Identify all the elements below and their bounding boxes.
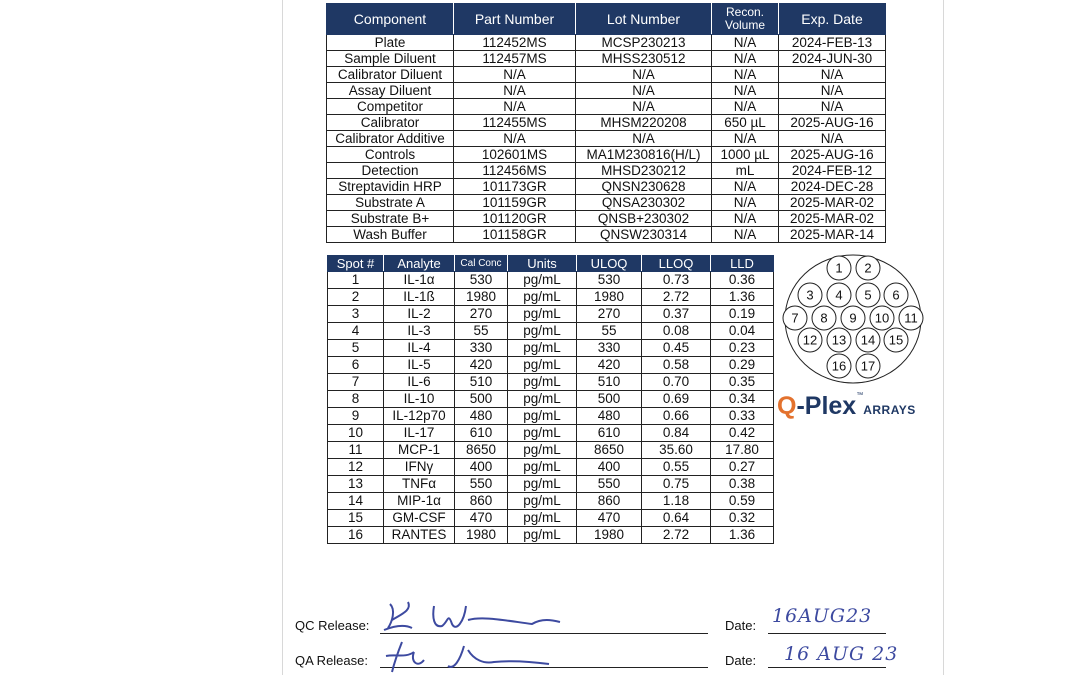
cal-conc: 610 (455, 425, 508, 442)
well-spot-label: 12 (802, 332, 818, 348)
components-header-row (327, 4, 886, 35)
spot-row (328, 340, 774, 357)
part-number: 101159GR (454, 195, 576, 211)
recon-volume: N/A (712, 179, 779, 195)
lot-number: N/A (576, 131, 712, 147)
well-spot-label: 11 (904, 310, 918, 326)
analyte: TNFα (384, 476, 455, 493)
exp-date: 2025-MAR-02 (779, 211, 886, 227)
units: pg/mL (508, 357, 577, 374)
recon-volume: N/A (712, 83, 779, 99)
exp-date: 2025-MAR-02 (779, 195, 886, 211)
header-spot: Spot # (328, 256, 384, 272)
lld: 1.36 (711, 527, 774, 544)
spot-row (328, 476, 774, 493)
spot-row (328, 510, 774, 527)
cal-conc: 330 (455, 340, 508, 357)
spot-table (327, 255, 774, 544)
qc-date-label: Date: (725, 618, 757, 633)
lot-number: N/A (576, 67, 712, 83)
part-number: N/A (454, 83, 576, 99)
header-lloq: LLOQ (642, 256, 711, 272)
component-name: Controls (327, 147, 454, 163)
header-lot-number: Lot Number (576, 4, 712, 35)
cal-conc: 420 (455, 357, 508, 374)
well-spot-label: 9 (849, 310, 857, 326)
units: pg/mL (508, 493, 577, 510)
component-row (327, 35, 886, 51)
analyte: MIP-1α (384, 493, 455, 510)
units: pg/mL (508, 323, 577, 340)
lloq: 2.72 (642, 527, 711, 544)
analyte: IL-1α (384, 272, 455, 289)
well-spot-label: 5 (864, 287, 872, 303)
analyte: IL-1ß (384, 289, 455, 306)
qa-date-line (768, 667, 886, 668)
lot-number: MHSM220208 (576, 115, 712, 131)
spot-row (328, 323, 774, 340)
qc-release-label: QC Release: (295, 618, 370, 633)
lld: 0.23 (711, 340, 774, 357)
header-analyte: Analyte (384, 256, 455, 272)
lld: 0.36 (711, 272, 774, 289)
lot-number: QNSN230628 (576, 179, 712, 195)
units: pg/mL (508, 306, 577, 323)
cal-conc: 550 (455, 476, 508, 493)
cal-conc: 500 (455, 391, 508, 408)
qa-signature (384, 638, 564, 675)
lloq: 0.70 (642, 374, 711, 391)
components-table (326, 3, 886, 243)
lot-number: QNSB+230302 (576, 211, 712, 227)
exp-date: N/A (779, 131, 886, 147)
exp-date: 2024-JUN-30 (779, 51, 886, 67)
lloq: 0.69 (642, 391, 711, 408)
component-name: Substrate B+ (327, 211, 454, 227)
units: pg/mL (508, 374, 577, 391)
units: pg/mL (508, 289, 577, 306)
well-spot-label: 10 (874, 310, 890, 326)
component-name: Calibrator (327, 115, 454, 131)
cal-conc: 55 (455, 323, 508, 340)
analyte: IL-5 (384, 357, 455, 374)
lld: 0.29 (711, 357, 774, 374)
uloq: 530 (577, 272, 642, 289)
component-name: Assay Diluent (327, 83, 454, 99)
spot-row (328, 408, 774, 425)
component-name: Calibrator Diluent (327, 67, 454, 83)
spot-number: 8 (328, 391, 384, 408)
spot-number: 2 (328, 289, 384, 306)
lot-number: MHSD230212 (576, 163, 712, 179)
spot-row (328, 357, 774, 374)
analyte: IFNγ (384, 459, 455, 476)
lld: 17.80 (711, 442, 774, 459)
exp-date: 2025-AUG-16 (779, 147, 886, 163)
spot-row (328, 459, 774, 476)
well-spot-label: 14 (860, 332, 876, 348)
component-row (327, 179, 886, 195)
header-lld: LLD (711, 256, 774, 272)
uloq: 480 (577, 408, 642, 425)
well-spot-label: 17 (860, 358, 876, 374)
component-row (327, 195, 886, 211)
spot-number: 15 (328, 510, 384, 527)
lloq: 1.18 (642, 493, 711, 510)
units: pg/mL (508, 442, 577, 459)
well-spot-label: 13 (831, 332, 847, 348)
spot-body (328, 272, 774, 544)
lld: 0.42 (711, 425, 774, 442)
cal-conc: 270 (455, 306, 508, 323)
qa-date-label: Date: (725, 653, 757, 668)
well-spot-map-diagram (777, 252, 929, 390)
exp-date: N/A (779, 67, 886, 83)
lloq: 0.45 (642, 340, 711, 357)
component-row (327, 99, 886, 115)
component-name: Competitor (327, 99, 454, 115)
components-body (327, 35, 886, 243)
spot-number: 6 (328, 357, 384, 374)
cal-conc: 400 (455, 459, 508, 476)
lloq: 0.75 (642, 476, 711, 493)
well-spot-label: 1 (835, 260, 843, 276)
units: pg/mL (508, 425, 577, 442)
component-name: Calibrator Additive (327, 131, 454, 147)
part-number: N/A (454, 99, 576, 115)
qc-date-value: 16AUG23 (772, 605, 873, 627)
lot-number: QNSA230302 (576, 195, 712, 211)
lot-number: MHSS230512 (576, 51, 712, 67)
spot-row (328, 442, 774, 459)
lld: 0.32 (711, 510, 774, 527)
lld: 0.34 (711, 391, 774, 408)
lld: 1.36 (711, 289, 774, 306)
component-name: Plate (327, 35, 454, 51)
spot-number: 3 (328, 306, 384, 323)
lot-number: MCSP230213 (576, 35, 712, 51)
component-row (327, 83, 886, 99)
uloq: 510 (577, 374, 642, 391)
spot-number: 4 (328, 323, 384, 340)
uloq: 610 (577, 425, 642, 442)
lloq: 0.08 (642, 323, 711, 340)
spot-number: 7 (328, 374, 384, 391)
spot-number: 16 (328, 527, 384, 544)
recon-volume: N/A (712, 99, 779, 115)
lld: 0.04 (711, 323, 774, 340)
lloq: 2.72 (642, 289, 711, 306)
component-name: Streptavidin HRP (327, 179, 454, 195)
recon-volume: 1000 µL (712, 147, 779, 163)
uloq: 470 (577, 510, 642, 527)
spot-number: 1 (328, 272, 384, 289)
qa-release-label: QA Release: (295, 653, 368, 668)
header-component: Component (327, 4, 454, 35)
recon-volume: N/A (712, 195, 779, 211)
recon-volume: N/A (712, 131, 779, 147)
spot-row (328, 493, 774, 510)
lld: 0.59 (711, 493, 774, 510)
units: pg/mL (508, 476, 577, 493)
component-row (327, 115, 886, 131)
component-row (327, 67, 886, 83)
well-spot-label: 4 (835, 287, 843, 303)
uloq: 1980 (577, 527, 642, 544)
component-name: Sample Diluent (327, 51, 454, 67)
part-number: 112456MS (454, 163, 576, 179)
lot-number: QNSW230314 (576, 227, 712, 243)
part-number: 112457MS (454, 51, 576, 67)
cal-conc: 530 (455, 272, 508, 289)
spot-header-row (328, 256, 774, 272)
uloq: 330 (577, 340, 642, 357)
recon-volume: N/A (712, 35, 779, 51)
lloq: 0.37 (642, 306, 711, 323)
exp-date: N/A (779, 99, 886, 115)
analyte: GM-CSF (384, 510, 455, 527)
logo-arrays: ARRAYS (863, 403, 916, 417)
logo-plex: -Plex (796, 392, 857, 420)
spot-row (328, 425, 774, 442)
analyte: IL-10 (384, 391, 455, 408)
analyte: IL-6 (384, 374, 455, 391)
lld: 0.38 (711, 476, 774, 493)
component-row (327, 51, 886, 67)
part-number: 101158GR (454, 227, 576, 243)
units: pg/mL (508, 527, 577, 544)
lld: 0.33 (711, 408, 774, 425)
header-cal-conc: Cal Conc (455, 256, 508, 272)
recon-volume: mL (712, 163, 779, 179)
uloq: 400 (577, 459, 642, 476)
lot-number: N/A (576, 99, 712, 115)
exp-date: 2025-AUG-16 (779, 115, 886, 131)
uloq: 500 (577, 391, 642, 408)
spot-number: 14 (328, 493, 384, 510)
qc-date-line (768, 633, 886, 634)
well-spot-label: 16 (831, 358, 847, 374)
cal-conc: 1980 (455, 527, 508, 544)
well-spot-label: 8 (820, 310, 828, 326)
cal-conc: 470 (455, 510, 508, 527)
cal-conc: 860 (455, 493, 508, 510)
lot-number: N/A (576, 83, 712, 99)
part-number: N/A (454, 131, 576, 147)
component-row (327, 147, 886, 163)
component-name: Detection (327, 163, 454, 179)
analyte: IL-12p70 (384, 408, 455, 425)
component-name: Substrate A (327, 195, 454, 211)
well-spot-label: 15 (888, 332, 904, 348)
units: pg/mL (508, 510, 577, 527)
uloq: 550 (577, 476, 642, 493)
spot-number: 5 (328, 340, 384, 357)
spot-number: 9 (328, 408, 384, 425)
uloq: 270 (577, 306, 642, 323)
exp-date: 2024-FEB-12 (779, 163, 886, 179)
exp-date: 2025-MAR-14 (779, 227, 886, 243)
lld: 0.19 (711, 306, 774, 323)
units: pg/mL (508, 459, 577, 476)
well-spot-label: 6 (892, 287, 900, 303)
spot-row (328, 272, 774, 289)
component-row (327, 163, 886, 179)
lld: 0.27 (711, 459, 774, 476)
logo-tm: ™ (856, 392, 864, 399)
lloq: 0.58 (642, 357, 711, 374)
component-row (327, 211, 886, 227)
q-plex-arrays-logo (777, 392, 916, 421)
lloq: 0.55 (642, 459, 711, 476)
spot-number: 13 (328, 476, 384, 493)
spot-row (328, 289, 774, 306)
part-number: 101173GR (454, 179, 576, 195)
cal-conc: 480 (455, 408, 508, 425)
header-recon-volume: Recon. Volume (712, 4, 779, 35)
recon-volume: N/A (712, 211, 779, 227)
component-row (327, 227, 886, 243)
part-number: N/A (454, 67, 576, 83)
units: pg/mL (508, 391, 577, 408)
lloq: 0.66 (642, 408, 711, 425)
analyte: MCP-1 (384, 442, 455, 459)
uloq: 420 (577, 357, 642, 374)
lot-number: MA1M230816(H/L) (576, 147, 712, 163)
cal-conc: 1980 (455, 289, 508, 306)
units: pg/mL (508, 340, 577, 357)
cal-conc: 510 (455, 374, 508, 391)
lloq: 0.64 (642, 510, 711, 527)
header-units: Units (508, 256, 577, 272)
analyte: IL-4 (384, 340, 455, 357)
well-spot-label: 3 (806, 287, 814, 303)
recon-volume: N/A (712, 51, 779, 67)
header-part-number: Part Number (454, 4, 576, 35)
analyte: RANTES (384, 527, 455, 544)
lld: 0.35 (711, 374, 774, 391)
qc-signature (382, 598, 572, 638)
component-row (327, 131, 886, 147)
uloq: 55 (577, 323, 642, 340)
spot-row (328, 374, 774, 391)
spot-row (328, 391, 774, 408)
recon-volume: 650 µL (712, 115, 779, 131)
analyte: IL-2 (384, 306, 455, 323)
spot-number: 12 (328, 459, 384, 476)
uloq: 1980 (577, 289, 642, 306)
exp-date: N/A (779, 83, 886, 99)
uloq: 860 (577, 493, 642, 510)
spot-row (328, 306, 774, 323)
recon-volume: N/A (712, 67, 779, 83)
spot-number: 11 (328, 442, 384, 459)
logo-q: Q (777, 392, 797, 420)
spot-row (328, 527, 774, 544)
cal-conc: 8650 (455, 442, 508, 459)
spot-number: 10 (328, 425, 384, 442)
part-number: 101120GR (454, 211, 576, 227)
qa-date-value: 16 AUG 23 (784, 643, 899, 665)
exp-date: 2024-DEC-28 (779, 179, 886, 195)
lloq: 35.60 (642, 442, 711, 459)
well-spot-label: 7 (791, 310, 799, 326)
exp-date: 2024-FEB-13 (779, 35, 886, 51)
header-exp-date: Exp. Date (779, 4, 886, 35)
recon-volume: N/A (712, 227, 779, 243)
header-uloq: ULOQ (577, 256, 642, 272)
lloq: 0.73 (642, 272, 711, 289)
units: pg/mL (508, 408, 577, 425)
uloq: 8650 (577, 442, 642, 459)
part-number: 112452MS (454, 35, 576, 51)
analyte: IL-3 (384, 323, 455, 340)
well-spot-label: 2 (864, 260, 872, 276)
part-number: 102601MS (454, 147, 576, 163)
units: pg/mL (508, 272, 577, 289)
component-name: Wash Buffer (327, 227, 454, 243)
lloq: 0.84 (642, 425, 711, 442)
analyte: IL-17 (384, 425, 455, 442)
part-number: 112455MS (454, 115, 576, 131)
